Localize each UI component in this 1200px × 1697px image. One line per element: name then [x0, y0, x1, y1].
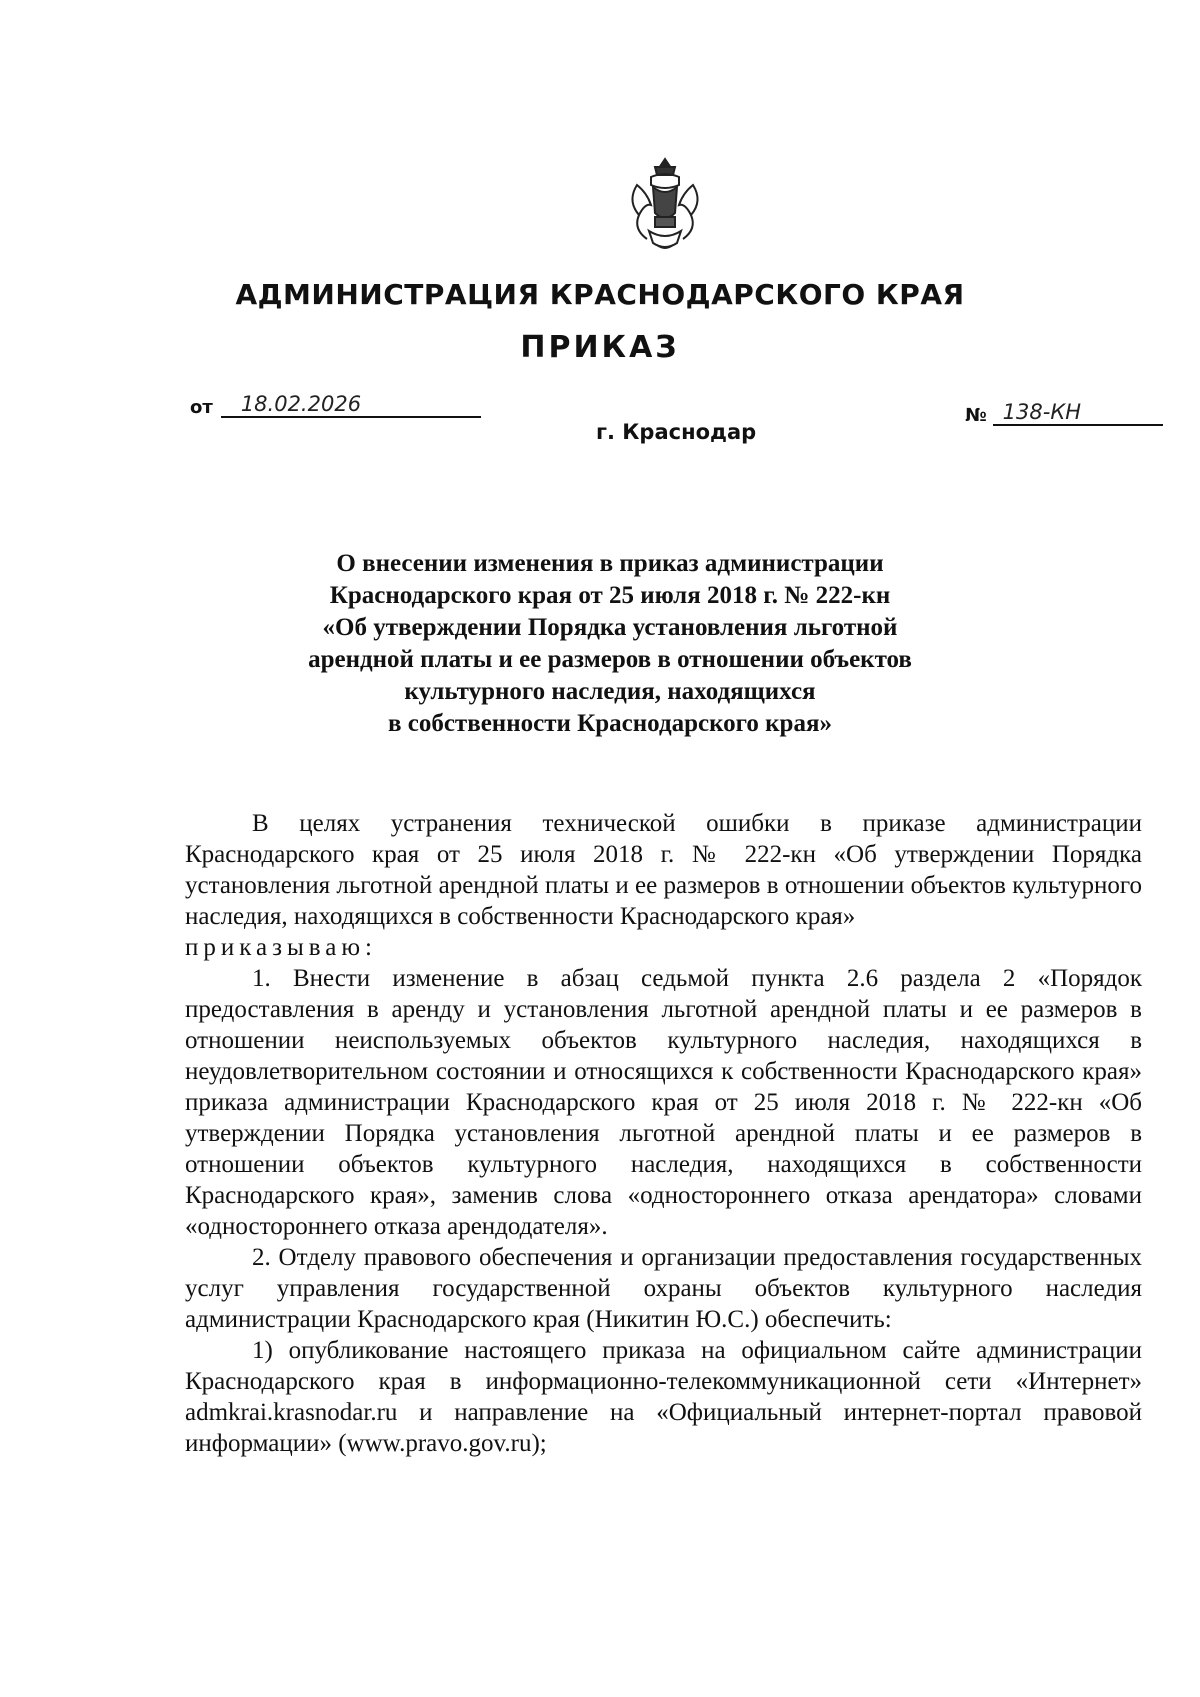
document-type: ПРИКАЗ	[520, 330, 680, 365]
item-2-paragraph: 2. Отделу правового обеспечения и организации предоставления государственных услуг управления государственной охраны объектов культурного наследия администрации Краснодарского края (Никитин Ю.С.) обеспечить:	[185, 1244, 1142, 1333]
title-line: О внесении изменения в приказ администрации	[336, 550, 884, 577]
coat-of-arms-emblem	[625, 155, 705, 255]
title-line: в собственности Краснодарского края»	[387, 710, 832, 737]
number-prefix: №	[965, 405, 987, 426]
organization-name: АДМИНИСТРАЦИЯ КРАСНОДАРСКОГО КРАЯ	[235, 278, 965, 311]
title-line: «Об утверждении Порядка установления льготной	[322, 614, 898, 641]
document-title	[250, 548, 970, 740]
item-1-paragraph: 1. Внести изменение в абзац седьмой пункта 2.6 раздела 2 «Порядок предоставления в аренду и установления льготной арендной платы и ее размеров в отношении неиспользуемых объектов культурного наследия, находящихся в неудовлетворительном состоянии и относящихся к собственности Краснодарского края» приказа администрации Краснодарского края от 25 июля 2018 г. № 222-кн «Об утверждении Порядка установления льготной арендной платы и ее размеров в отношении объектов культурного наследия, находящихся в собственности Краснодарского края», заменив слова «одностороннего отказа арендатора» словами «одностороннего отказа арендодателя».	[185, 965, 1142, 1240]
title-line: культурного наследия, находящихся	[404, 678, 816, 705]
title-line: Краснодарского края от 25 июля 2018 г. № 222-кн	[329, 582, 891, 609]
date-value: 18.02.2026	[221, 392, 481, 418]
number-field	[965, 400, 1163, 426]
date-prefix: от	[190, 397, 213, 418]
coat-of-arms-icon	[625, 155, 705, 255]
document-body	[185, 808, 1142, 1459]
city-name: г. Краснодар	[596, 420, 757, 444]
title-line: арендной платы и ее размеров в отношении объектов	[308, 646, 912, 673]
preamble-paragraph: В целях устранения технической ошибки в приказе администрации Краснодарского края от 25 июля 2018 г. № 222-кн «Об утверждении Порядка установления льготной арендной платы и ее размеров в отношении объектов культурного наследия, находящихся в собственности Краснодарского края»	[185, 810, 1142, 930]
date-field	[190, 392, 481, 418]
item-2-1-paragraph: 1) опубликование настоящего приказа на официальном сайте администрации Краснодарского края в информационно-телекоммуникационной сети «Интернет» admkrai.krasnodar.ru и направление на «Официальный интернет-портал правовой информации» (www.pravo.gov.ru);	[185, 1337, 1142, 1457]
number-value: 138-КН	[993, 400, 1163, 426]
order-word: приказываю:	[185, 934, 377, 961]
